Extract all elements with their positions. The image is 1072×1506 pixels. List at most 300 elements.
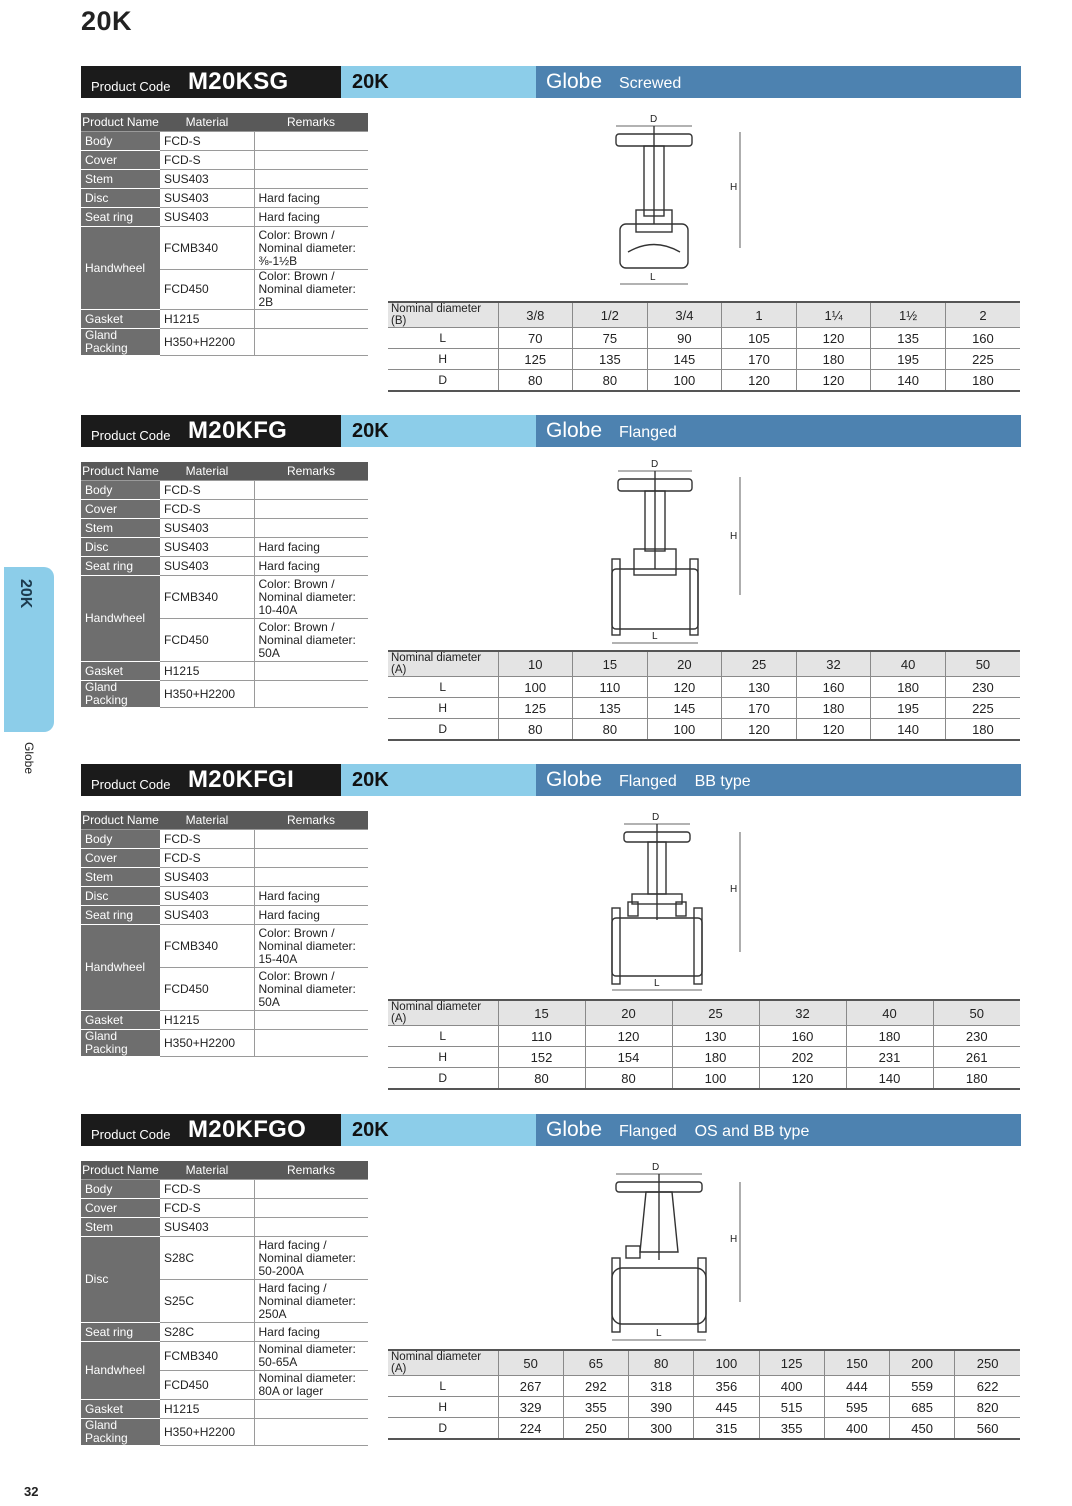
dim-label-h: H (730, 1234, 738, 1245)
dim-value: 560 (955, 1418, 1020, 1440)
dim-value: 80 (498, 719, 573, 741)
part-name: Body (81, 481, 160, 500)
dim-value: 140 (871, 719, 946, 741)
valve-drawing (606, 459, 756, 649)
dim-value: 160 (796, 677, 871, 698)
dim-row (388, 677, 1020, 698)
dim-value: 135 (573, 349, 648, 370)
size: 1/2 (573, 302, 648, 328)
product-code-block (81, 415, 341, 447)
valve-type-block (536, 66, 1021, 98)
dimensions-table (388, 999, 1020, 1090)
product-code-block (81, 66, 341, 98)
valve-type: Globe (546, 768, 603, 791)
material: H1215 (160, 662, 254, 681)
size: 80 (629, 1350, 694, 1376)
size: 15 (498, 1000, 585, 1026)
material-row (81, 132, 368, 151)
material: SUS403 (160, 538, 254, 557)
material-row (81, 481, 368, 500)
dim-header-label: Nominal diameter (A) (388, 1000, 498, 1026)
side-tab[interactable] (4, 567, 54, 732)
material: SUS403 (160, 170, 254, 189)
dim-value: 622 (955, 1376, 1020, 1397)
dim-value: 318 (629, 1376, 694, 1397)
material: SUS403 (160, 1218, 254, 1237)
dim-value: 202 (759, 1047, 846, 1068)
product-section (81, 66, 1021, 456)
dim-row-label: H (388, 1047, 498, 1068)
remarks (254, 151, 368, 170)
material-row (81, 519, 368, 538)
dim-value: 100 (498, 677, 573, 698)
part-name: Stem (81, 519, 160, 538)
size: 250 (955, 1350, 1020, 1376)
product-code: M20KFGI (188, 766, 295, 793)
part-name: Gasket (81, 1400, 160, 1419)
dim-row-label: H (388, 698, 498, 719)
dim-row (388, 1376, 1020, 1397)
material-row (81, 1419, 368, 1446)
dim-label-l: L (652, 631, 658, 642)
dim-value: 125 (498, 698, 573, 719)
dim-label-l: L (656, 1328, 662, 1339)
dim-value: 224 (498, 1418, 563, 1440)
material: H1215 (160, 1400, 254, 1419)
remarks (254, 662, 368, 681)
dim-value: 230 (933, 1026, 1020, 1047)
part-name: Gasket (81, 310, 160, 329)
material-row (81, 310, 368, 329)
col-header-remarks: Remarks (254, 1161, 368, 1180)
dim-row-label: D (388, 1068, 498, 1090)
size: 20 (585, 1000, 672, 1026)
part-name: Body (81, 1180, 160, 1199)
pressure-class-block (341, 1114, 536, 1146)
material-row (81, 170, 368, 189)
product-code: M20KFGO (188, 1116, 307, 1143)
material: SUS403 (160, 887, 254, 906)
dim-value: 120 (796, 719, 871, 741)
side-tab-label: 20K (17, 579, 34, 609)
material-row (81, 500, 368, 519)
material: SUS403 (160, 906, 254, 925)
size: 125 (759, 1350, 824, 1376)
col-header-material: Material (160, 811, 254, 830)
dim-value: 130 (672, 1026, 759, 1047)
dim-value: 180 (796, 349, 871, 370)
material: SUS403 (160, 557, 254, 576)
dim-value: 105 (722, 328, 797, 349)
material: FCMB340 (160, 925, 254, 968)
material: FCD-S (160, 849, 254, 868)
materials-header-row (81, 462, 368, 481)
pressure-class-block (341, 415, 536, 447)
dim-value: 292 (563, 1376, 628, 1397)
valve-subtype: Flanged BB type (619, 773, 751, 790)
size: 25 (672, 1000, 759, 1026)
dim-header-label: Nominal diameter (A) (388, 1350, 498, 1376)
dim-value: 120 (722, 370, 797, 392)
col-header-material: Material (160, 113, 254, 132)
remarks (254, 868, 368, 887)
part-name: Seat ring (81, 557, 160, 576)
valve-drawing (606, 112, 756, 292)
product-code: M20KFG (188, 417, 288, 444)
material: FCD-S (160, 1199, 254, 1218)
materials-table (81, 1161, 368, 1446)
material-row (81, 1199, 368, 1218)
dim-value: 152 (498, 1047, 585, 1068)
valve-subtype: Flanged OS and BB type (619, 1123, 810, 1140)
material-row (81, 208, 368, 227)
dim-value: 231 (846, 1047, 933, 1068)
dim-row-label: H (388, 1397, 498, 1418)
material: H350+H2200 (160, 681, 254, 708)
material: H1215 (160, 1011, 254, 1030)
material-row (81, 538, 368, 557)
material: S25C (160, 1280, 254, 1323)
material: FCD-S (160, 830, 254, 849)
remarks (254, 830, 368, 849)
remarks (254, 1180, 368, 1199)
dim-value: 120 (585, 1026, 672, 1047)
dim-value: 180 (871, 677, 946, 698)
dim-value: 356 (694, 1376, 759, 1397)
dim-row-label: L (388, 328, 498, 349)
remarks (254, 681, 368, 708)
part-name: Disc (81, 1237, 160, 1323)
material: SUS403 (160, 868, 254, 887)
remarks: Hard facing (254, 1323, 368, 1342)
dim-value: 180 (945, 370, 1020, 392)
remarks: Hard facing (254, 887, 368, 906)
dim-value: 110 (573, 677, 648, 698)
size: 20 (647, 651, 722, 677)
size: 3/4 (647, 302, 722, 328)
col-header-product-name: Product Name (81, 462, 160, 481)
part-name: Body (81, 132, 160, 151)
materials-header-row (81, 113, 368, 132)
materials-header-row (81, 811, 368, 830)
part-name: Stem (81, 170, 160, 189)
dim-row (388, 1068, 1020, 1090)
product-code-block (81, 1114, 341, 1146)
materials-table (81, 811, 368, 1057)
dim-row-label: L (388, 1026, 498, 1047)
material-row (81, 906, 368, 925)
material-row (81, 1342, 368, 1371)
part-name: Disc (81, 887, 160, 906)
valve-subtype: Flanged (619, 424, 677, 441)
part-name: Gland Packing (81, 1030, 160, 1057)
valve-type: Globe (546, 1118, 603, 1141)
dim-value: 145 (647, 698, 722, 719)
size: 50 (933, 1000, 1020, 1026)
part-name: Stem (81, 868, 160, 887)
pressure-class: 20K (352, 71, 389, 93)
dim-value: 355 (759, 1418, 824, 1440)
material-row (81, 849, 368, 868)
dim-value: 120 (796, 328, 871, 349)
size: 50 (945, 651, 1020, 677)
dim-value: 135 (573, 698, 648, 719)
material: H350+H2200 (160, 1419, 254, 1446)
remarks: Hard facing / Nominal diameter: 250A (254, 1280, 368, 1323)
valve-type: Globe (546, 70, 603, 93)
part-name: Handwheel (81, 576, 160, 662)
valve-drawing (606, 810, 756, 996)
material: FCMB340 (160, 1342, 254, 1371)
dim-value: 329 (498, 1397, 563, 1418)
dim-label-d: D (652, 1162, 660, 1173)
part-name: Handwheel (81, 1342, 160, 1400)
dim-row (388, 1418, 1020, 1440)
material: FCD450 (160, 1371, 254, 1400)
part-name: Cover (81, 151, 160, 170)
dimensions-table (388, 1349, 1020, 1440)
remarks (254, 170, 368, 189)
pressure-class: 20K (352, 769, 389, 791)
size: 1½ (871, 302, 946, 328)
remarks (254, 1218, 368, 1237)
remarks: Hard facing (254, 906, 368, 925)
material: FCMB340 (160, 227, 254, 270)
remarks (254, 500, 368, 519)
product-code-label: Product Code (91, 1127, 171, 1142)
remarks: Color: Brown / Nominal diameter: 2B (254, 270, 368, 310)
dim-value: 154 (585, 1047, 672, 1068)
dimensions-table (388, 301, 1020, 392)
material-row (81, 189, 368, 208)
dimensions-table (388, 650, 1020, 741)
dim-value: 180 (945, 719, 1020, 741)
materials-table (81, 462, 368, 708)
remarks: Color: Brown / Nominal diameter: 50A (254, 619, 368, 662)
dim-value: 90 (647, 328, 722, 349)
product-section (81, 1114, 1021, 1504)
product-code-label: Product Code (91, 428, 171, 443)
dim-row (388, 328, 1020, 349)
remarks (254, 310, 368, 329)
dim-value: 400 (824, 1418, 889, 1440)
page-number: 32 (24, 1484, 39, 1499)
material-row (81, 1030, 368, 1057)
size: 40 (871, 651, 946, 677)
part-name: Cover (81, 849, 160, 868)
product-header-bar (81, 1114, 1021, 1146)
part-name: Disc (81, 189, 160, 208)
part-name: Body (81, 830, 160, 849)
size: 150 (824, 1350, 889, 1376)
material-row (81, 1180, 368, 1199)
dim-header-row (388, 1350, 1020, 1376)
col-header-product-name: Product Name (81, 811, 160, 830)
material: SUS403 (160, 208, 254, 227)
dim-row-label: D (388, 719, 498, 741)
col-header-product-name: Product Name (81, 1161, 160, 1180)
product-section (81, 415, 1021, 805)
material: FCMB340 (160, 576, 254, 619)
col-header-remarks: Remarks (254, 462, 368, 481)
dim-value: 135 (871, 328, 946, 349)
material-row (81, 868, 368, 887)
remarks (254, 1419, 368, 1446)
material-row (81, 887, 368, 906)
dim-row (388, 1397, 1020, 1418)
dim-label-d: D (652, 812, 660, 823)
valve-drawing (606, 1160, 756, 1346)
material-row (81, 576, 368, 619)
dim-value: 180 (672, 1047, 759, 1068)
size: 32 (796, 651, 871, 677)
dim-header-row (388, 1000, 1020, 1026)
dim-value: 80 (585, 1068, 672, 1090)
material: S28C (160, 1237, 254, 1280)
material: H1215 (160, 310, 254, 329)
material-row (81, 1218, 368, 1237)
dim-row-label: D (388, 370, 498, 392)
material: FCD-S (160, 500, 254, 519)
dim-value: 100 (672, 1068, 759, 1090)
part-name: Seat ring (81, 906, 160, 925)
dim-value: 685 (890, 1397, 955, 1418)
dim-value: 250 (563, 1418, 628, 1440)
dim-value: 80 (498, 1068, 585, 1090)
remarks: Color: Brown / Nominal diameter: 10-40A (254, 576, 368, 619)
dim-header-label: Nominal diameter (A) (388, 651, 498, 677)
product-code: M20KSG (188, 68, 289, 95)
dim-label-l: L (650, 272, 656, 283)
material-row (81, 662, 368, 681)
dim-row-label: H (388, 349, 498, 370)
remarks: Hard facing (254, 189, 368, 208)
material: FCD-S (160, 1180, 254, 1199)
dim-row (388, 370, 1020, 392)
dim-value: 120 (796, 370, 871, 392)
material: FCD-S (160, 151, 254, 170)
dim-value: 70 (498, 328, 573, 349)
dim-value: 450 (890, 1418, 955, 1440)
valve-subtype: Screwed (619, 75, 682, 92)
material-row (81, 830, 368, 849)
dim-row-label: L (388, 1376, 498, 1397)
pressure-class: 20K (352, 420, 389, 442)
remarks: Nominal diameter: 50-65A (254, 1342, 368, 1371)
material: FCD-S (160, 132, 254, 151)
col-header-material: Material (160, 462, 254, 481)
dim-value: 80 (573, 719, 648, 741)
side-sub-label: Globe (22, 742, 36, 775)
part-name: Seat ring (81, 208, 160, 227)
dim-row (388, 719, 1020, 741)
dim-header-row (388, 651, 1020, 677)
material: SUS403 (160, 519, 254, 538)
part-name: Gasket (81, 662, 160, 681)
dim-value: 170 (722, 698, 797, 719)
material: S28C (160, 1323, 254, 1342)
col-header-product-name: Product Name (81, 113, 160, 132)
remarks: Color: Brown / Nominal diameter: 50A (254, 968, 368, 1011)
material: SUS403 (160, 189, 254, 208)
product-code-block (81, 764, 341, 796)
material-row (81, 557, 368, 576)
dim-value: 355 (563, 1397, 628, 1418)
valve-type-block (536, 415, 1021, 447)
dim-value: 261 (933, 1047, 1020, 1068)
remarks (254, 1199, 368, 1218)
material: FCD450 (160, 968, 254, 1011)
dim-label-h: H (730, 884, 738, 895)
dim-value: 445 (694, 1397, 759, 1418)
materials-table (81, 113, 368, 356)
part-name: Stem (81, 1218, 160, 1237)
dim-label-d: D (651, 459, 659, 470)
remarks (254, 1030, 368, 1057)
part-name: Seat ring (81, 1323, 160, 1342)
part-name: Disc (81, 538, 160, 557)
dim-row (388, 349, 1020, 370)
part-name: Gland Packing (81, 1419, 160, 1446)
dim-value: 180 (846, 1026, 933, 1047)
size: 32 (759, 1000, 846, 1026)
product-section (81, 764, 1021, 1154)
dim-label-h: H (730, 182, 738, 193)
size: 40 (846, 1000, 933, 1026)
size: 15 (573, 651, 648, 677)
product-code-label: Product Code (91, 777, 171, 792)
dim-value: 170 (722, 349, 797, 370)
product-header-bar (81, 66, 1021, 98)
dim-value: 180 (796, 698, 871, 719)
dim-value: 145 (647, 349, 722, 370)
pressure-class-block (341, 764, 536, 796)
dim-value: 300 (629, 1418, 694, 1440)
dim-value: 390 (629, 1397, 694, 1418)
dim-value: 444 (824, 1376, 889, 1397)
col-header-remarks: Remarks (254, 811, 368, 830)
dim-value: 195 (871, 349, 946, 370)
product-header-bar (81, 764, 1021, 796)
dim-value: 80 (573, 370, 648, 392)
dim-value: 80 (498, 370, 573, 392)
material-row (81, 151, 368, 170)
size: 10 (498, 651, 573, 677)
remarks (254, 519, 368, 538)
size: 1¼ (796, 302, 871, 328)
dim-value: 110 (498, 1026, 585, 1047)
material: H350+H2200 (160, 329, 254, 356)
dim-row-label: D (388, 1418, 498, 1440)
dim-value: 180 (933, 1068, 1020, 1090)
material-row (81, 681, 368, 708)
remarks: Hard facing (254, 538, 368, 557)
dim-value: 315 (694, 1418, 759, 1440)
dim-header-label: Nominal diameter (B) (388, 302, 498, 328)
size: 50 (498, 1350, 563, 1376)
dim-value: 140 (871, 370, 946, 392)
remarks (254, 1011, 368, 1030)
size: 1 (722, 302, 797, 328)
part-name: Gland Packing (81, 681, 160, 708)
remarks (254, 481, 368, 500)
dim-value: 160 (945, 328, 1020, 349)
dim-value: 160 (759, 1026, 846, 1047)
dim-value: 140 (846, 1068, 933, 1090)
remarks: Color: Brown / Nominal diameter: 15-40A (254, 925, 368, 968)
material-row (81, 329, 368, 356)
size: 2 (945, 302, 1020, 328)
